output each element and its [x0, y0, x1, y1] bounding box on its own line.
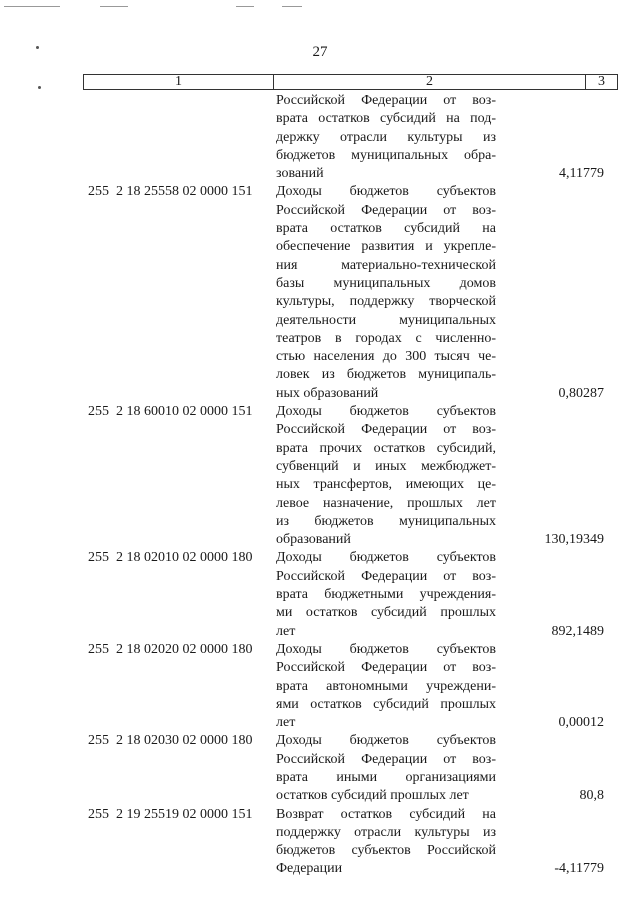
description-line: субвенций и иных межбюджет- [276, 458, 496, 474]
header-col-2: 2 [274, 75, 586, 89]
description-line: Российской Федерации от воз- [276, 422, 496, 438]
description-line: Федерации [276, 861, 343, 877]
row-description [276, 183, 496, 403]
description-line: ями остатков субсидий прошлых [276, 696, 496, 712]
row-description [276, 549, 496, 640]
description-line: театров в городах с численно- [276, 330, 496, 346]
row-value: 0,00012 [558, 715, 604, 731]
description-line: базы муниципальных домов [276, 275, 496, 291]
description-line: из бюджетов муниципальных [276, 513, 496, 529]
table-row [0, 806, 640, 879]
description-line: врата бюджетными учреждения- [276, 587, 496, 603]
description-line: держку отрасли культуры из [276, 129, 496, 145]
description-line: Российской Федерации от воз- [276, 751, 496, 767]
description-line: левое назначение, прошлых лет [276, 495, 496, 511]
description-line: ных трансфертов, имеющих це- [276, 477, 496, 493]
row-value: 130,19349 [544, 532, 604, 548]
description-line: Доходы бюджетов субъектов [276, 641, 496, 657]
page-number: 27 [312, 44, 328, 60]
description-line: врата остатков субсидий на [276, 221, 496, 237]
row-value: 4,11779 [559, 166, 604, 182]
table-row [0, 641, 640, 732]
description-line: врата остатков субсидий на под- [276, 111, 496, 127]
table-row [0, 732, 640, 805]
table-body [0, 92, 640, 879]
row-code: 255 2 18 02010 02 0000 180 [88, 550, 253, 566]
description-line: Российской Федерации от воз- [276, 202, 496, 218]
description-line: врата автономными учреждени- [276, 678, 496, 694]
description-line: Доходы бюджетов субъектов [276, 404, 496, 420]
description-line: Возврат остатков субсидий на [276, 806, 496, 822]
scan-artifact [236, 6, 254, 7]
table-row [0, 92, 640, 183]
header-col-3: 3 [598, 74, 605, 89]
table-row [0, 549, 640, 640]
row-description [276, 732, 496, 805]
row-value: 892,1489 [551, 623, 604, 639]
description-line: культуры, поддержку творческой [276, 294, 496, 310]
description-line: остатков субсидий прошлых лет [276, 788, 469, 804]
description-line: бюджетов муниципальных обра- [276, 147, 496, 163]
scan-artifact [100, 6, 128, 7]
row-code: 255 2 18 02020 02 0000 180 [88, 641, 253, 657]
scan-artifact [4, 6, 60, 7]
scan-artifact [282, 6, 302, 7]
header-col-1: 1 [84, 75, 274, 89]
description-line: врата иными организациями [276, 769, 496, 785]
row-description [276, 403, 496, 549]
table-header [83, 74, 618, 90]
description-line: Российской Федерации от воз- [276, 568, 496, 584]
description-line: врата прочих остатков субсидий, [276, 440, 496, 456]
row-code: 255 2 18 02030 02 0000 180 [88, 733, 253, 749]
description-line: Российской Федерации от воз- [276, 660, 496, 676]
description-line: бюджетов субъектов Российской [276, 843, 496, 859]
row-description [276, 806, 496, 879]
table-row [0, 183, 640, 403]
row-value: 80,8 [579, 788, 604, 804]
description-line: ми остатков субсидий прошлых [276, 605, 496, 621]
description-line: образований [276, 532, 351, 548]
table-row [0, 403, 640, 549]
row-value: -4,11779 [554, 861, 604, 877]
description-line: поддержку отрасли культуры из [276, 824, 496, 840]
row-code: 255 2 18 60010 02 0000 151 [88, 404, 253, 420]
description-line: обеспечение развития и укрепле- [276, 239, 496, 255]
description-line: Доходы бюджетов субъектов [276, 184, 496, 200]
row-description [276, 92, 496, 183]
description-line: ния материально-технической [276, 257, 496, 273]
description-line: Российской Федерации от воз- [276, 93, 496, 108]
description-line: ловек из бюджетов муниципаль- [276, 367, 496, 383]
description-line: лет [276, 623, 296, 639]
row-code: 255 2 18 25558 02 0000 151 [88, 184, 253, 200]
description-line: Доходы бюджетов субъектов [276, 733, 496, 749]
description-line: деятельности муниципальных [276, 312, 496, 328]
row-value: 0,80287 [558, 385, 604, 401]
row-description [276, 641, 496, 732]
description-line: лет [276, 715, 296, 731]
scan-mark [38, 86, 41, 89]
description-line: зований [276, 166, 324, 182]
description-line: стью населения до 300 тысяч че- [276, 349, 496, 365]
description-line: ных образований [276, 385, 379, 401]
row-code: 255 2 19 25519 02 0000 151 [88, 806, 253, 822]
description-line: Доходы бюджетов субъектов [276, 550, 496, 566]
